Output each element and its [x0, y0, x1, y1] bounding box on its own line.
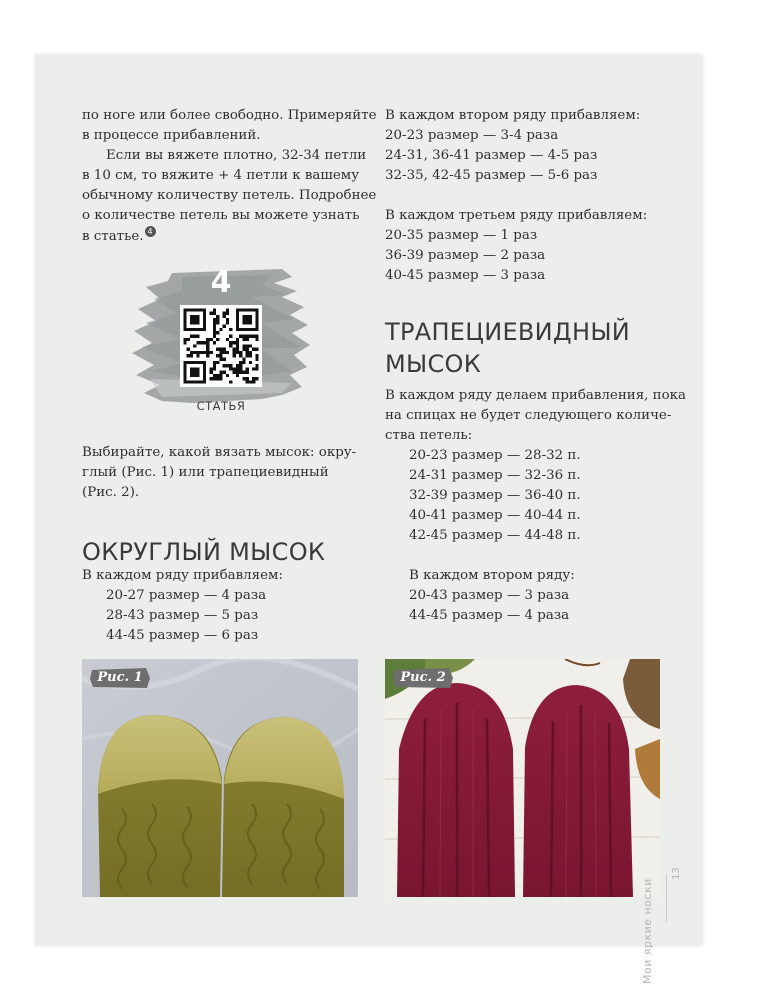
qr-module: [219, 348, 222, 351]
list-item: 20-35 размер — 1 раз: [385, 228, 538, 243]
qr-module: [232, 351, 235, 354]
qr-module: [190, 335, 193, 338]
qr-module: [223, 357, 226, 360]
list-item: 42-45 размер — 44-48 п.: [409, 528, 581, 543]
list-item: 40-45 размер — 3 раза: [385, 268, 546, 283]
text-line: по ноге или более свободно. Примеряйте: [82, 108, 377, 123]
trapezoid-toe-heading: [385, 316, 630, 380]
qr-module: [190, 351, 193, 354]
qr-module: [216, 374, 219, 377]
qr-module: [229, 335, 232, 338]
qr-module: [246, 335, 249, 338]
qr-module: [229, 367, 232, 370]
qr-module: [216, 348, 219, 351]
qr-module: [239, 354, 242, 357]
qr-module: [242, 357, 245, 360]
qr-module: [213, 331, 216, 334]
text-line: в 10 см, то вяжите + 4 петли к вашему: [82, 168, 360, 183]
text-line: в процессе прибавлений.: [82, 128, 261, 143]
qr-module: [236, 338, 239, 341]
text-line: глый (Рис. 1) или трапециевидный: [82, 465, 329, 480]
qr-module: [193, 344, 196, 347]
list-intro: В каждом ряду прибавляем:: [82, 568, 283, 583]
list-item: 24-31, 36-41 размер — 4-5 раз: [385, 148, 598, 163]
qr-module: [187, 348, 190, 351]
qr-module: [229, 341, 232, 344]
figure-2-label: Рис. 2: [400, 670, 446, 685]
intro-paragraph: [82, 106, 377, 246]
qr-module: [236, 344, 239, 347]
qr-module: [226, 364, 229, 367]
qr-module: [219, 374, 222, 377]
qr-module: [196, 341, 199, 344]
qr-module: [213, 364, 216, 367]
list-item: 44-45 размер — 6 раз: [106, 628, 259, 643]
trapezoid-stitch-list: [409, 446, 581, 546]
qr-module: [239, 367, 242, 370]
text-line: Если вы вяжете плотно, 32-34 петли: [106, 148, 367, 163]
qr-module: [213, 374, 216, 377]
qr-module: [249, 351, 252, 354]
qr-module: [183, 341, 186, 344]
qr-module: [255, 354, 258, 357]
qr-module: [210, 351, 213, 354]
qr-module: [242, 377, 245, 380]
qr-module: [206, 341, 209, 344]
qr-module: [226, 321, 229, 324]
list-intro: В каждом втором ряду прибавляем:: [385, 108, 641, 123]
qr-module: [213, 377, 216, 380]
book-page: [35, 54, 703, 984]
trapezoid-intro: [385, 386, 686, 446]
qr-module: [210, 367, 213, 370]
qr-module: [252, 377, 255, 380]
qr-module: [187, 338, 190, 341]
qr-module: [226, 374, 229, 377]
qr-module: [242, 348, 245, 351]
qr-module: [196, 354, 199, 357]
qr-module: [216, 315, 219, 318]
qr-module: [196, 351, 199, 354]
qr-module: [232, 348, 235, 351]
list-item: 20-43 размер — 3 раза: [409, 588, 570, 603]
qr-module: [226, 312, 229, 315]
qr-module: [200, 341, 203, 344]
qr-module: [229, 328, 232, 331]
qr-module: [206, 348, 209, 351]
qr-module: [242, 338, 245, 341]
divider: [666, 874, 667, 922]
text-line: обычному количеству петель. Подробнее: [82, 188, 377, 203]
list-item: 24-31 размер — 32-36 п.: [409, 468, 581, 483]
qr-module: [252, 348, 255, 351]
text-line: Выбирайте, какой вязать мысок: окру-: [82, 445, 357, 460]
qr-module: [216, 321, 219, 324]
text-line: на спицах не будет следующего количе-: [385, 408, 672, 423]
olive-socks-image: [82, 659, 358, 897]
list-intro: В каждом третьем ряду прибавляем:: [385, 208, 648, 223]
qr-module: [193, 335, 196, 338]
heading-line: ТРАПЕЦИЕВИДНЫЙ: [385, 318, 631, 346]
qr-module: [223, 364, 226, 367]
text-line: ства петель:: [385, 428, 473, 443]
qr-module: [236, 348, 239, 351]
qr-module: [223, 312, 226, 315]
qr-module: [206, 354, 209, 357]
qr-module: [252, 380, 255, 383]
qr-module: [232, 367, 235, 370]
qr-module: [213, 321, 216, 324]
qr-module: [219, 354, 222, 357]
qr-article-badge[interactable]: [132, 267, 310, 417]
text-line: (Рис. 2).: [82, 485, 140, 500]
qr-module: [246, 380, 249, 383]
qr-module: [255, 348, 258, 351]
qr-module: [226, 351, 229, 354]
qr-module: [236, 367, 239, 370]
qr-module: [246, 344, 249, 347]
qr-module: [239, 364, 242, 367]
qr-module: [252, 335, 255, 338]
figure-1-tag: [90, 667, 150, 689]
qr-module: [249, 380, 252, 383]
figure-2-tag: [393, 667, 453, 689]
qr-module: [242, 361, 245, 364]
qr-module: [210, 338, 213, 341]
burgundy-socks-image: [385, 659, 660, 897]
qr-module: [249, 361, 252, 364]
text-line-with-ref: [82, 226, 377, 246]
qr-module: [249, 344, 252, 347]
qr-module: [193, 351, 196, 354]
qr-module: [223, 325, 226, 328]
qr-module: [223, 351, 226, 354]
every-second-row-list: [385, 106, 640, 186]
qr-module: [246, 377, 249, 380]
heading-line: МЫСОК: [385, 350, 482, 378]
list-item: 20-27 размер — 4 раза: [106, 588, 267, 603]
qr-module: [196, 335, 199, 338]
qr-module: [210, 377, 213, 380]
list-item: 32-39 размер — 36-40 п.: [409, 488, 581, 503]
qr-module: [229, 364, 232, 367]
qr-module: [229, 344, 232, 347]
qr-module: [210, 371, 213, 374]
qr-module: [216, 377, 219, 380]
qr-module: [242, 344, 245, 347]
round-toe-list: [82, 566, 283, 646]
qr-module: [216, 318, 219, 321]
qr-module: [236, 374, 239, 377]
qr-module: [239, 361, 242, 364]
qr-module: [239, 351, 242, 354]
qr-module: [246, 338, 249, 341]
qr-module: [203, 351, 206, 354]
qr-module: [219, 357, 222, 360]
figure-1-label: Рис. 1: [97, 670, 143, 685]
qr-module: [232, 354, 235, 357]
qr-module: [255, 357, 258, 360]
qr-module: [252, 367, 255, 370]
qr-module: [255, 364, 258, 367]
qr-module: [255, 338, 258, 341]
list-item: 40-41 размер — 40-44 п.: [409, 508, 581, 523]
qr-module: [200, 351, 203, 354]
qr-module: [246, 371, 249, 374]
qr-module: [203, 341, 206, 344]
qr-module: [190, 354, 193, 357]
every-third-row-list: [385, 206, 647, 286]
qr-module: [249, 354, 252, 357]
qr-module: [236, 341, 239, 344]
qr-module: [246, 351, 249, 354]
qr-module: [213, 367, 216, 370]
qr-module: [219, 328, 222, 331]
qr-module: [236, 351, 239, 354]
qr-module: [206, 338, 209, 341]
qr-module: [226, 338, 229, 341]
text-line: в статье.: [82, 229, 144, 244]
qr-module: [206, 351, 209, 354]
list-item: 28-43 размер — 5 раз: [106, 608, 259, 623]
qr-module: [213, 361, 216, 364]
qr-module: [213, 335, 216, 338]
text-line: о количестве петель вы можете узнать: [82, 208, 360, 223]
list-item: 32-35, 42-45 размер — 5-6 раз: [385, 168, 598, 183]
qr-module: [213, 328, 216, 331]
page-number: 13: [671, 867, 682, 880]
qr-module: [232, 341, 235, 344]
qr-module: [255, 335, 258, 338]
trapezoid-second-row-list: [409, 566, 575, 626]
qr-module: [239, 335, 242, 338]
qr-module: [183, 338, 186, 341]
list-item: 44-45 размер — 4 раза: [409, 608, 570, 623]
qr-label: СТАТЬЯ: [196, 399, 246, 413]
qr-module: [246, 348, 249, 351]
qr-module: [242, 335, 245, 338]
qr-module: [223, 315, 226, 318]
qr-module: [246, 367, 249, 370]
list-item: 36-39 размер — 2 раза: [385, 248, 546, 263]
qr-module: [213, 308, 216, 311]
qr-module: [236, 364, 239, 367]
qr-module: [206, 344, 209, 347]
qr-number: 4: [210, 265, 232, 300]
figure-2-photo: [385, 659, 660, 897]
qr-module: [210, 312, 213, 315]
qr-module: [239, 371, 242, 374]
qr-module: [236, 371, 239, 374]
running-title: Мои яркие носки: [641, 878, 654, 984]
qr-module: [213, 318, 216, 321]
qr-module: [219, 351, 222, 354]
qr-module: [246, 354, 249, 357]
qr-module: [249, 335, 252, 338]
choose-paragraph: [82, 443, 356, 503]
qr-module: [242, 371, 245, 374]
qr-code-graphic: [180, 305, 262, 387]
qr-module: [213, 341, 216, 344]
qr-module: [187, 354, 190, 357]
qr-module: [213, 312, 216, 315]
qr-module: [232, 371, 235, 374]
qr-module: [216, 361, 219, 364]
list-intro: В каждом втором ряду:: [409, 568, 575, 583]
qr-module: [223, 348, 226, 351]
qr-module: [213, 325, 216, 328]
qr-code[interactable]: [180, 305, 262, 387]
qr-module: [229, 380, 232, 383]
qr-module: [219, 377, 222, 380]
list-item: 20-23 размер — 3-4 раза: [385, 128, 559, 143]
qr-module: [216, 338, 219, 341]
text-line: В каждом ряду делаем прибавления, пока: [385, 388, 686, 403]
article-ref-marker[interactable]: 4: [145, 226, 156, 237]
list-item: 20-23 размер — 28-32 п.: [409, 448, 581, 463]
qr-module: [223, 371, 226, 374]
qr-module: [216, 354, 219, 357]
qr-module: [255, 367, 258, 370]
qr-module: [226, 318, 229, 321]
qr-module: [219, 371, 222, 374]
qr-module: [255, 377, 258, 380]
figure-1-photo: [82, 659, 358, 897]
qr-module: [216, 331, 219, 334]
qr-module: [226, 308, 229, 311]
round-toe-heading: ОКРУГЛЫЙ МЫСОК: [82, 538, 326, 566]
